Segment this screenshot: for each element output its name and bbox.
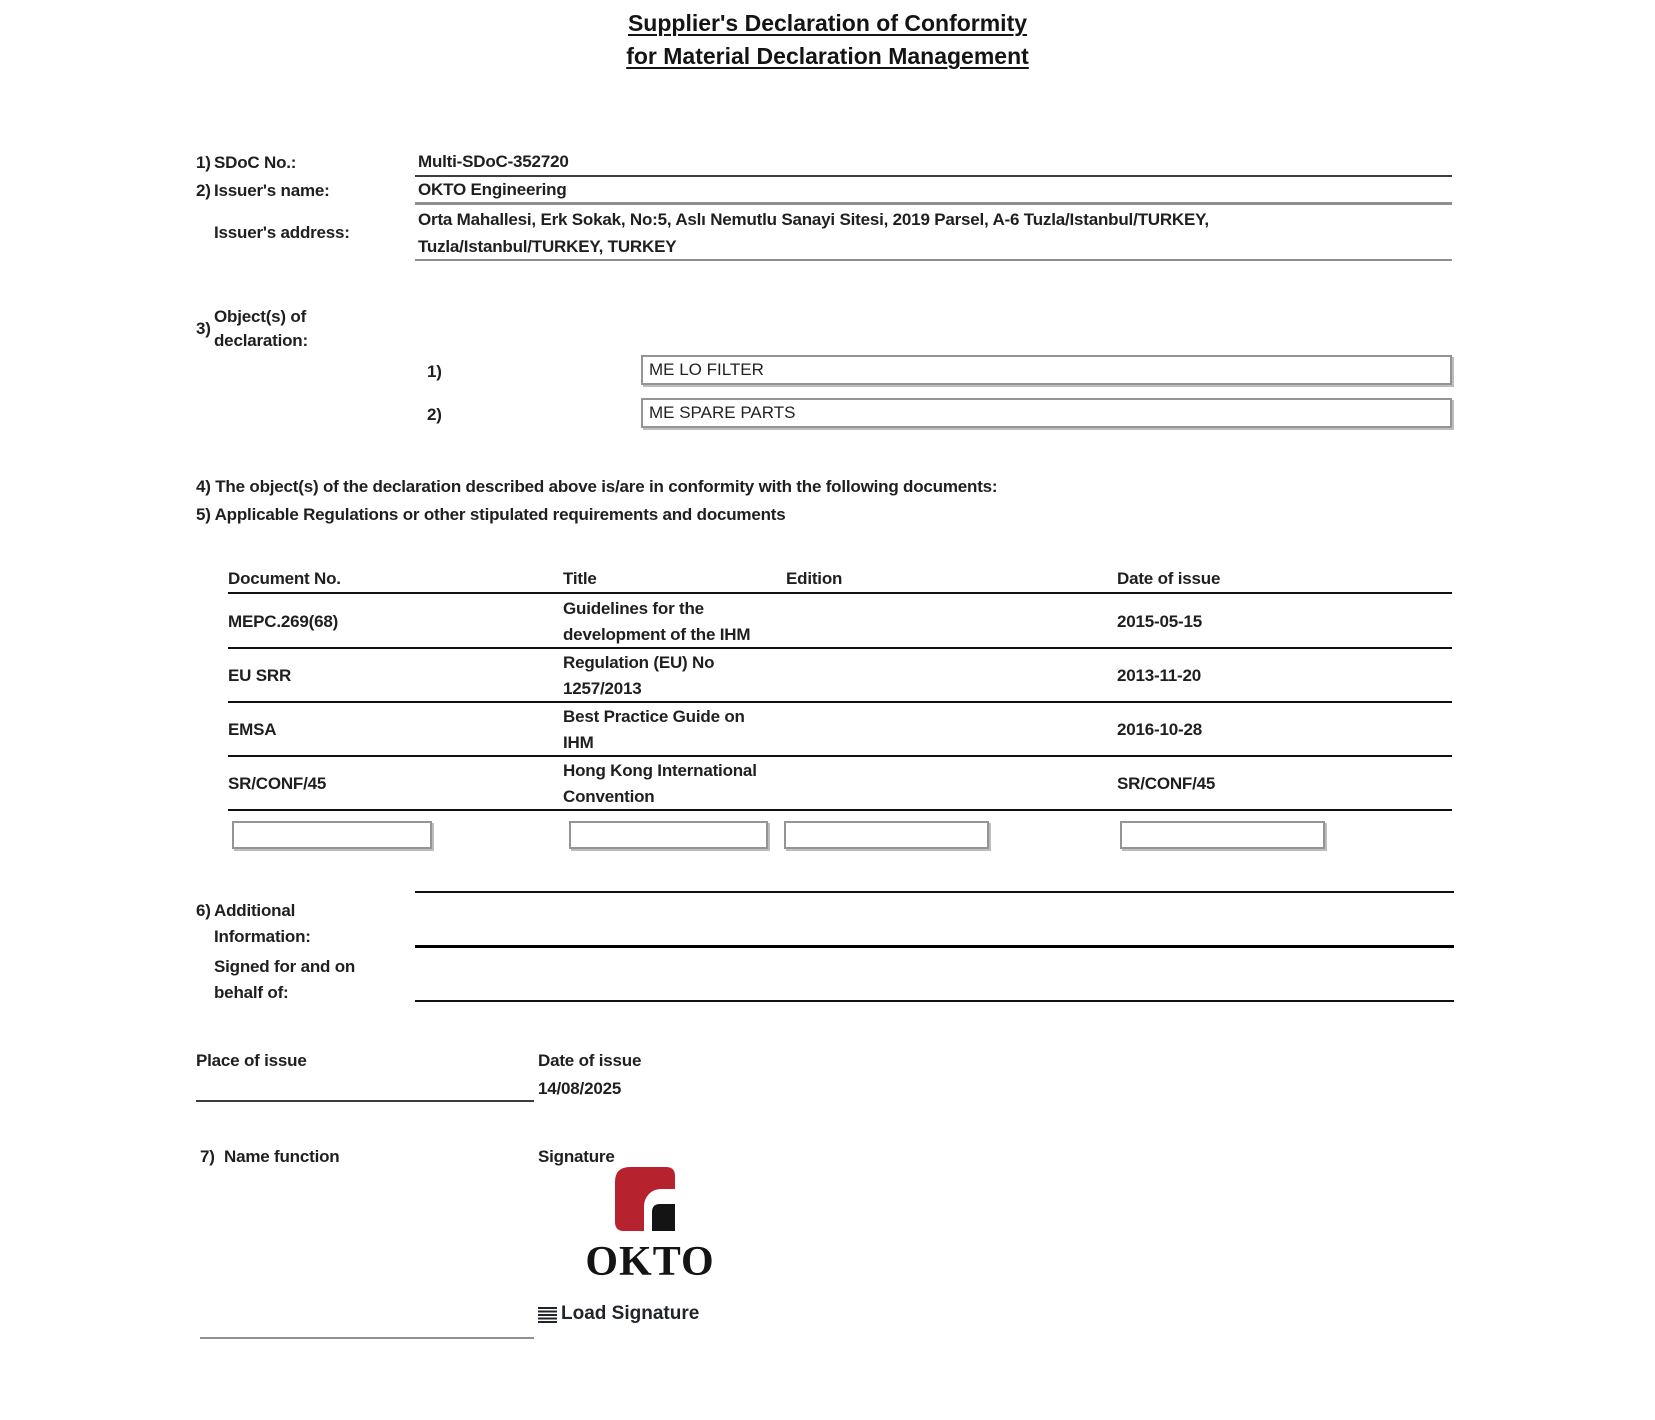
cell-doc-no: EU SRR xyxy=(228,666,292,685)
additional-label-line1: Additional xyxy=(214,901,296,920)
sdoc-no-label: SDoC No.: xyxy=(214,153,297,172)
table-row-rule xyxy=(228,809,1452,811)
lines-icon xyxy=(538,1306,559,1323)
date-of-issue-label: Date of issue xyxy=(538,1051,642,1070)
table-row xyxy=(0,702,1655,756)
cell-title-line2: Convention xyxy=(563,787,655,806)
load-signature-label: Load Signature xyxy=(561,1303,700,1324)
issuer-address-label: Issuer's address: xyxy=(214,223,350,242)
cell-date: 2015-05-15 xyxy=(1117,612,1202,631)
name-function-label: Name function xyxy=(224,1147,340,1166)
object-item-2-input[interactable] xyxy=(641,398,1452,428)
issuer-name-underline xyxy=(415,202,1452,205)
objects-label-line2: declaration: xyxy=(214,331,308,350)
object-item-1-input[interactable] xyxy=(641,355,1452,385)
table-row xyxy=(0,594,1655,648)
issuer-address-line2: Tuzla/Istanbul/TURKEY, TURKEY xyxy=(418,237,677,256)
sdoc-no-value: Multi-SDoC-352720 xyxy=(418,152,569,171)
table-row xyxy=(0,756,1655,810)
signed-for-label-line2: behalf of: xyxy=(214,983,289,1002)
page-title-line2: for Material Declaration Management xyxy=(626,43,1029,69)
name-function-underline xyxy=(200,1337,534,1339)
cell-title-line1: Best Practice Guide on xyxy=(563,707,745,726)
signature-label: Signature xyxy=(538,1147,615,1166)
cell-title-line1: Guidelines for the xyxy=(563,599,704,618)
signed-for-label-line1: Signed for and on xyxy=(214,957,356,976)
okto-logo-wordmark: OKTO xyxy=(585,1239,715,1285)
issuer-name-value: OKTO Engineering xyxy=(418,180,567,199)
sdoc-no-number: 1) xyxy=(196,153,211,172)
name-function-number: 7) xyxy=(200,1147,215,1166)
page-title-line1: Supplier's Declaration of Conformity xyxy=(627,10,1028,36)
header-document-no: Document No. xyxy=(228,569,341,588)
cell-title-line2: IHM xyxy=(563,733,594,752)
additional-info-line2 xyxy=(415,945,1454,948)
place-of-issue-label: Place of issue xyxy=(196,1051,307,1070)
additional-number: 6) xyxy=(196,901,211,920)
header-edition: Edition xyxy=(786,569,843,588)
cell-date: 2016-10-28 xyxy=(1117,720,1202,739)
okto-logo-mark xyxy=(613,1166,677,1232)
new-doc-no-input[interactable] xyxy=(232,821,432,849)
okto-logo-black-shape xyxy=(652,1204,675,1231)
new-edition-input[interactable] xyxy=(784,821,989,849)
cell-title-line1: Regulation (EU) No xyxy=(563,653,715,672)
new-date-input[interactable] xyxy=(1120,821,1325,849)
cell-date: 2013-11-20 xyxy=(1117,666,1202,685)
page-title xyxy=(0,10,1655,70)
objects-label-line1: Object(s) of xyxy=(214,307,307,326)
issuer-address-line1: Orta Mahallesi, Erk Sokak, No:5, Aslı Nemutlu Sanayi Sitesi, 2019 Parsel, A-6 Tuzla/Istanbul/TURKEY, xyxy=(418,210,1209,229)
statement-5: 5) Applicable Regulations or other stipulated requirements and documents xyxy=(196,505,786,524)
additional-label-line2: Information: xyxy=(214,927,311,946)
load-signature-button[interactable] xyxy=(538,1303,699,1325)
date-of-issue-value: 14/08/2025 xyxy=(538,1079,622,1098)
signed-for-line xyxy=(415,1000,1454,1002)
issuer-name-label: Issuer's name: xyxy=(214,181,330,200)
new-title-input[interactable] xyxy=(569,821,768,849)
cell-doc-no: SR/CONF/45 xyxy=(228,774,327,793)
table-row xyxy=(0,648,1655,702)
sdoc-no-underline xyxy=(415,175,1452,177)
issuer-name-number: 2) xyxy=(196,181,211,200)
cell-title-line2: development of the IHM xyxy=(563,625,751,644)
cell-doc-no: MEPC.269(68) xyxy=(228,612,339,631)
okto-logo xyxy=(613,1166,677,1232)
header-title: Title xyxy=(563,569,597,588)
place-of-issue-underline xyxy=(196,1100,534,1102)
cell-title-line1: Hong Kong International xyxy=(563,761,757,780)
cell-title-line2: 1257/2013 xyxy=(563,679,642,698)
cell-doc-no: EMSA xyxy=(228,720,277,739)
additional-info-line1 xyxy=(415,891,1454,893)
object-item-2-number: 2) xyxy=(427,405,442,424)
object-item-1-number: 1) xyxy=(427,362,442,381)
issuer-address-underline xyxy=(415,259,1452,261)
statement-4: 4) The object(s) of the declaration described above is/are in conformity with the following documents: xyxy=(196,477,998,496)
header-date-of-issue: Date of issue xyxy=(1117,569,1221,588)
cell-date: SR/CONF/45 xyxy=(1117,774,1216,793)
objects-number: 3) xyxy=(196,319,211,338)
